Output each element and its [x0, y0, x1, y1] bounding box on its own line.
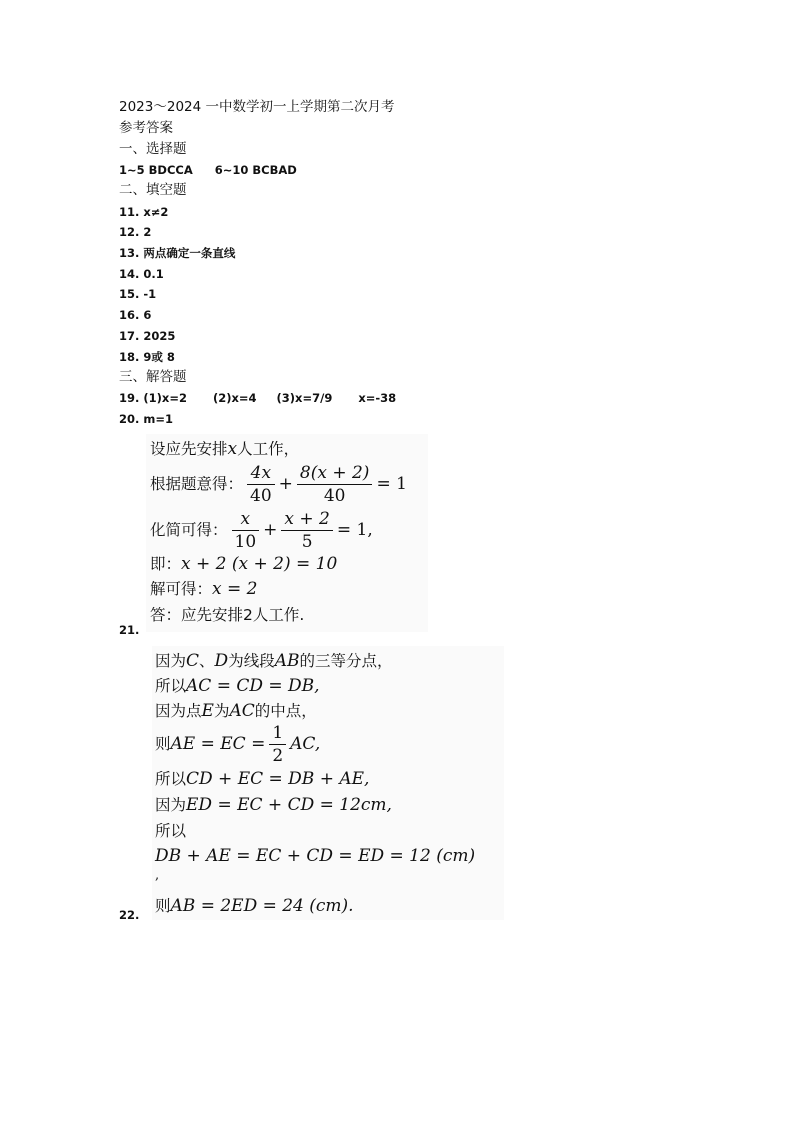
answer-20: 20. m=1 [119, 412, 173, 426]
sol21-line2: 根据题意得： $\frac{4x}{40}$ + $\frac{8(x + 2)}{40}$ = 1 [150, 463, 407, 506]
section-heading-choice: 一、选择题 [119, 141, 187, 157]
fill-answer-15: 15. -1 [119, 287, 157, 301]
fill-answer-14: 14. 0.1 [119, 267, 164, 281]
sol22-line4: 则AE = EC = $\frac{1}{2}$ AC, [155, 723, 321, 766]
fill-answer-11: 11. x≠2 [119, 205, 169, 219]
sol22-line9: , [155, 868, 160, 883]
sol22-line10: 则AB = 2ED = 24 (cm). [155, 896, 354, 916]
sol21-line4: 即：x + 2 (x + 2) = 10 [150, 554, 338, 574]
answer-19-part3: (3)x=7/9 [276, 391, 333, 405]
sol21-line1: 设应先安排x人工作， [150, 439, 300, 459]
answer-21-number: 21. [119, 623, 140, 637]
solution-22-image [152, 646, 504, 920]
sol22-line5: 所以CD + EC = DB + AE, [155, 769, 370, 789]
section-heading-solve: 三、解答题 [119, 369, 187, 385]
fraction: $\frac{1}{2}$ [269, 722, 286, 767]
sol21-line6: 答：应先安排2人工作. [150, 606, 305, 624]
answer-19: 19. (1)x=2 (2)x=4 (3)x=7/9 x=-38 [119, 391, 397, 405]
sol21-line5: 解可得：x = 2 [150, 579, 258, 599]
document-title: 2023～2024 一中数学初一上学期第二次月考 [119, 99, 395, 115]
fill-answer-18: 18. 9或 8 [119, 350, 175, 364]
fraction: $\frac{x}{10}$ [232, 508, 260, 553]
answer-19-part4: x=-38 [358, 391, 397, 405]
document-subtitle: 参考答案 [119, 120, 173, 136]
answer-19-part1: (1)x=2 [143, 391, 187, 405]
fill-answer-16: 16. 6 [119, 308, 152, 322]
answer-19-part2: (2)x=4 [212, 391, 257, 405]
choice-answers-6-10: 6~10 BCBAD [214, 163, 297, 177]
solution-21-image [146, 434, 428, 632]
choice-answers-1-5: 1~5 BDCCA [119, 163, 193, 177]
sol22-line1: 因为C、D为线段AB的三等分点， [155, 651, 393, 671]
fraction: $\frac{4x}{40}$ [247, 462, 275, 507]
sol22-line2: 所以AC = CD = DB, [155, 676, 320, 696]
sol22-line8: DB + AE = EC + CD = ED = 12 (cm) [155, 846, 476, 866]
fill-answer-17: 17. 2025 [119, 329, 176, 343]
sol22-line3: 因为点E为AC的中点， [155, 701, 317, 721]
fill-answer-12: 12. 2 [119, 225, 152, 239]
fraction: $\frac{8(x + 2)}{40}$ [297, 462, 373, 507]
sol22-line7: 所以 [155, 822, 187, 840]
section-heading-fill: 二、填空题 [119, 182, 187, 198]
fill-answer-13: 13. 两点确定一条直线 [119, 246, 236, 260]
answer-22-number: 22. [119, 908, 140, 922]
sol21-line3: 化简可得： $\frac{x}{10}$ + $\frac{x + 2}{5}$ = 1, [150, 509, 373, 552]
choice-answers [119, 162, 297, 178]
sol22-line6: 因为ED = EC + CD = 12cm, [155, 795, 392, 815]
fraction: $\frac{x + 2}{5}$ [281, 508, 332, 553]
